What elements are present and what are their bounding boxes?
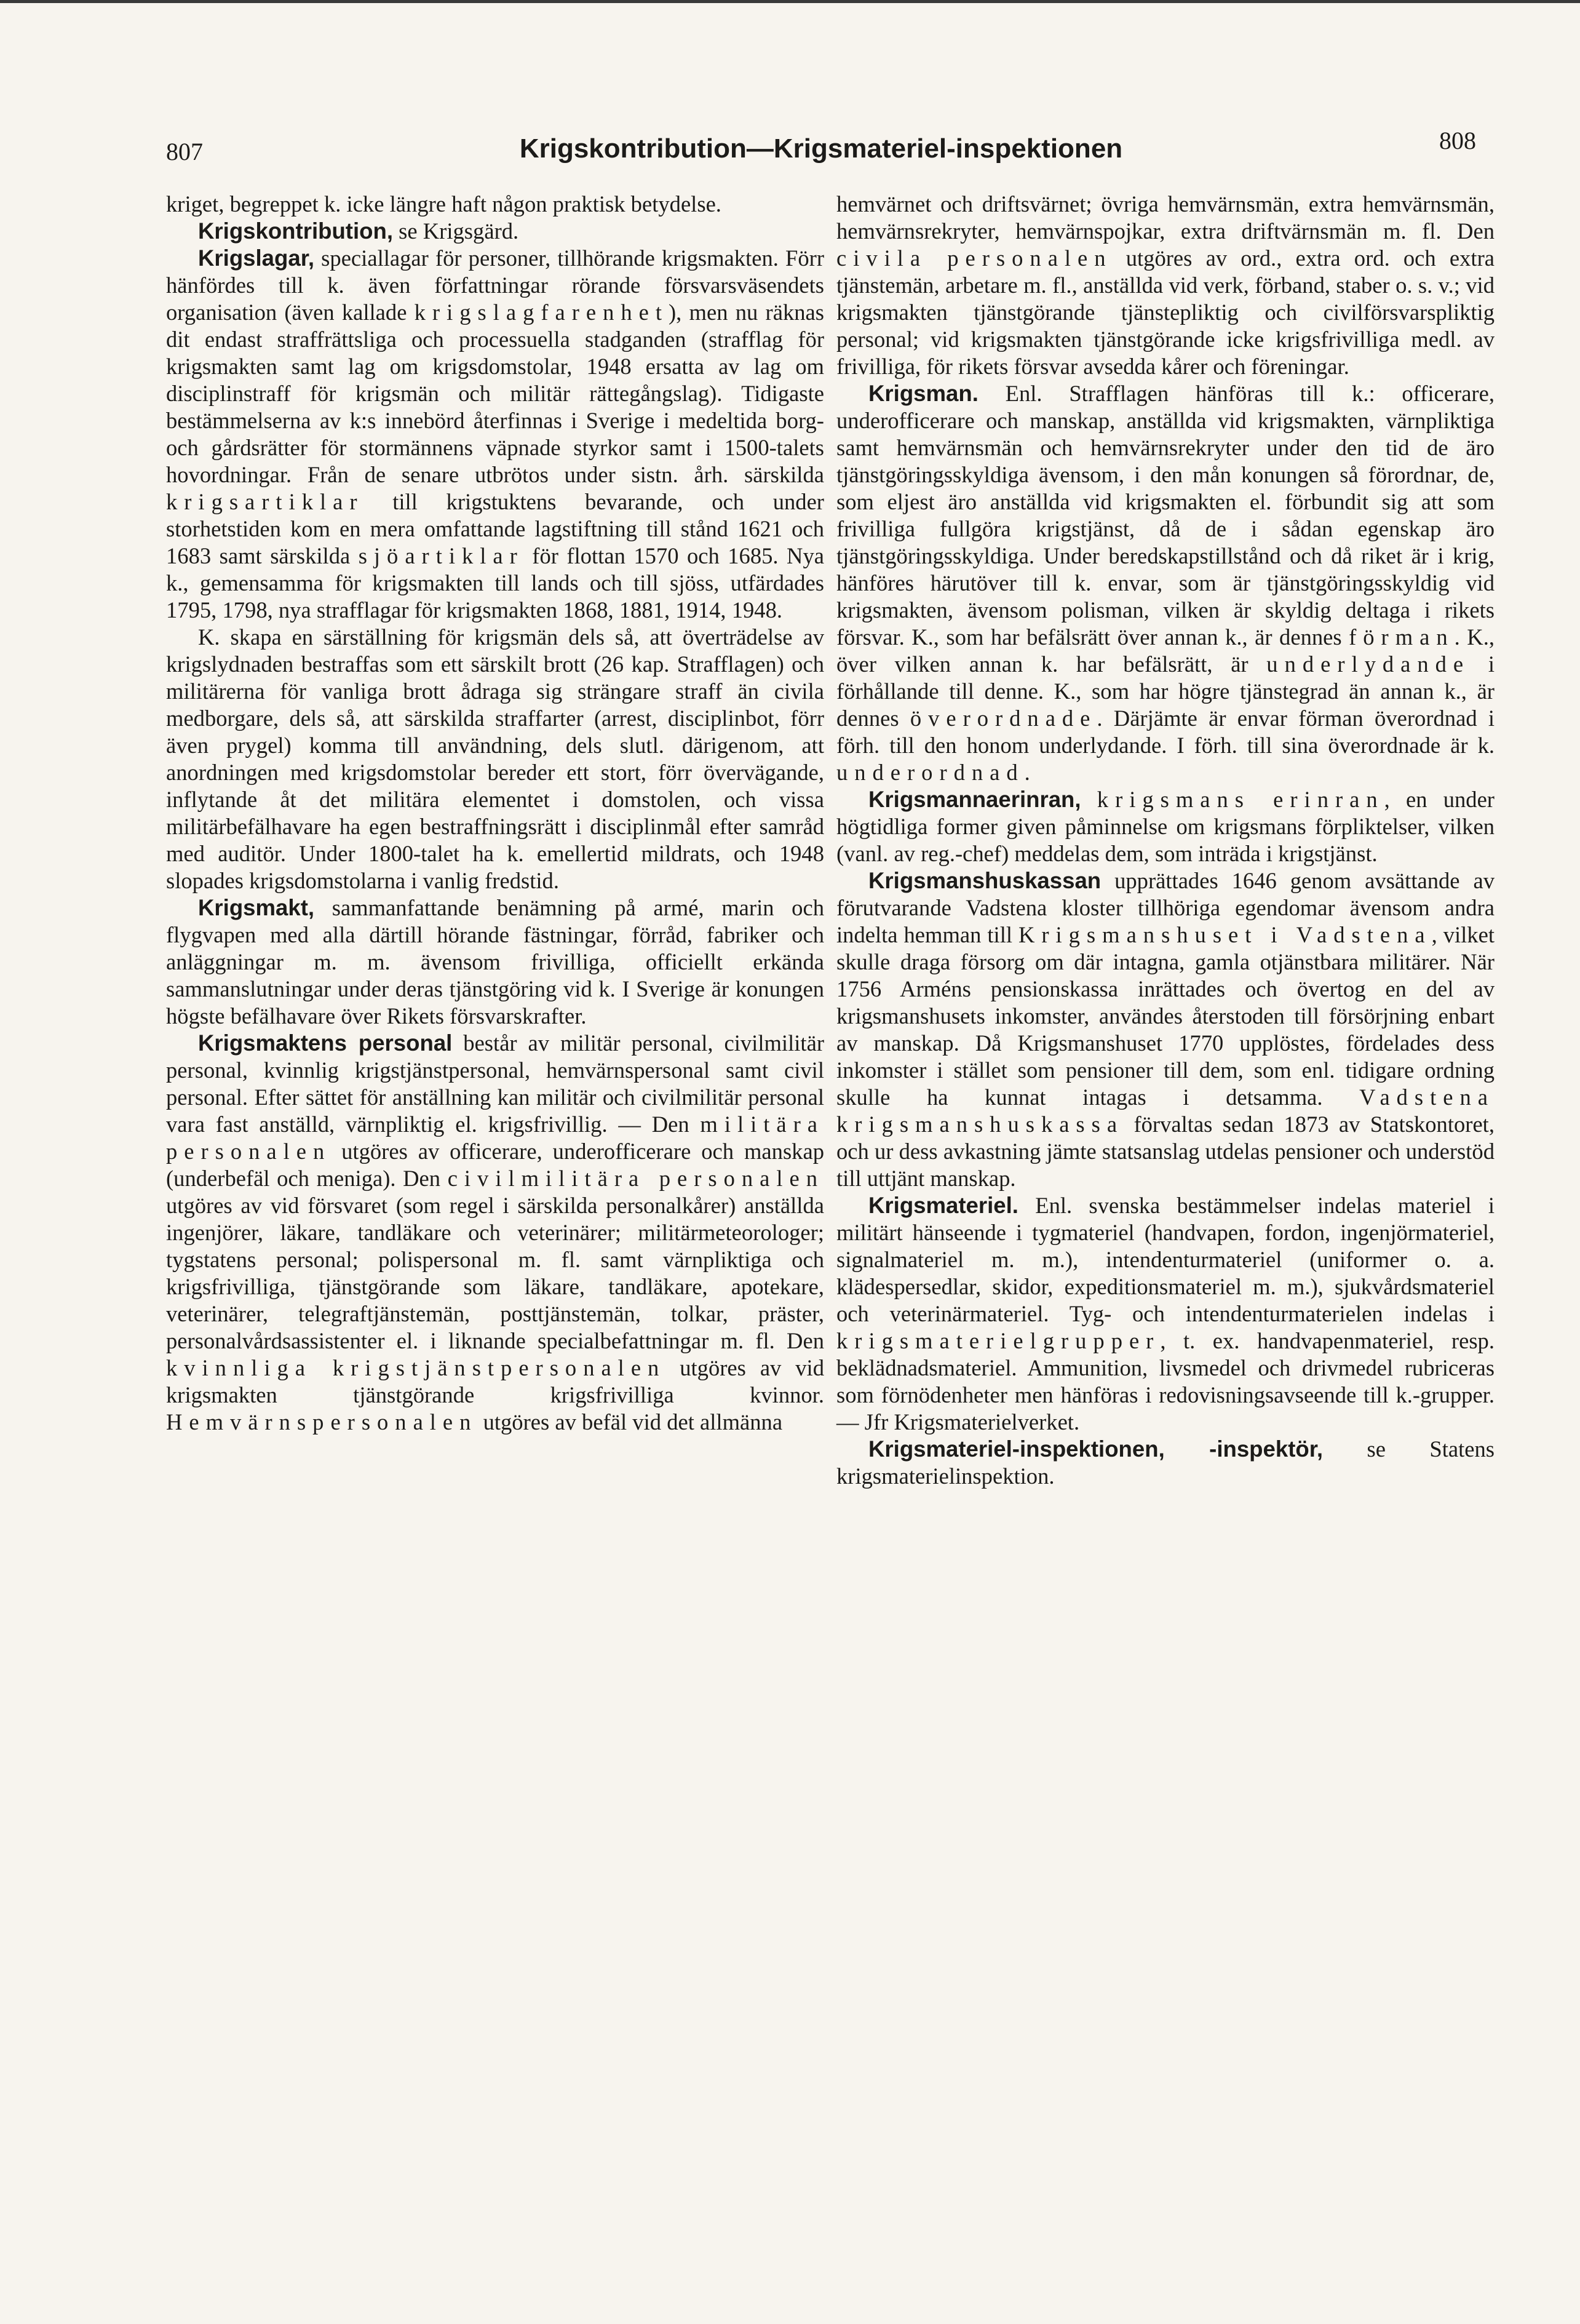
running-title: Krigskontribution—Krigsmateriel-inspektionen bbox=[519, 133, 1123, 164]
entry-text: hemvärnet och driftsvärnet; övriga hemvärnsmän, extra hemvärnsmän, hemvärnsrekryter, hemvärnspojkar, extra driftvärnsmän m. fl. Den bbox=[836, 191, 1495, 244]
spaced-term: underlydande bbox=[1266, 651, 1471, 677]
top-border bbox=[0, 0, 1580, 3]
entry-text: ), men nu räknas dit endast straffrättsliga och processuella stadganden (strafflag för krigsmakten samt lag om krigsdomstolar, 1948 ersatta av lag om disciplinstraff för krigsmän och militär rättegångslag). Tidigaste bestämmelserna av k:s innebörd återfinnas i Sverige i medeltida borg- och gårdsrätter för stormännens väpnade styrkor samt i 1500-talets hovordningar. Från de senare utbrötos under sistn. årh. särskilda bbox=[166, 300, 824, 487]
spaced-term: krigsmaterielgrupper bbox=[836, 1328, 1161, 1353]
page-header bbox=[166, 126, 1476, 169]
spaced-term: Vadstena krigsmanshuskassa bbox=[836, 1084, 1495, 1137]
entry-text: . K., över vilken annan k. har befälsrätt, är bbox=[836, 624, 1495, 677]
entry-text: till krigstuktens bevarande, och under storhetstiden kom en mera omfattande lagstiftning till stånd 1621 och 1683 samt särskilda bbox=[166, 489, 824, 568]
headword: Krigsmaktens personal bbox=[198, 1030, 453, 1056]
entry-text: se Statens krigsmaterielinspektion. bbox=[836, 1436, 1495, 1489]
headword: Krigsmateriel-inspektionen, -inspektör, bbox=[868, 1436, 1324, 1462]
entry-text: sammanfattande benämning på armé, marin och flygvapen med alla därtill hörande fästningar, förråd, fabriker och anläggningar m. m. ävensom frivilliga, officiellt erkända sammanslutningar under deras tjänstgöring vid k. I Sverige är konungen högste befälhavare över Rikets försvarskrafter. bbox=[166, 895, 824, 1029]
entry-text: förvaltas sedan 1873 av Statskontoret, och ur dess avkastning jämte statsanslag utdelas pensioner och understöd till uttjänt manskap. bbox=[836, 1112, 1495, 1191]
entry-krigskontribution bbox=[166, 218, 824, 245]
entry-text: upprättades 1646 genom avsättande av förutvarande Vadstena kloster tillhöriga egendomar ävensom andra indelta hemman till bbox=[836, 868, 1495, 947]
entry-krigsmannaerinran bbox=[836, 786, 1495, 867]
headword: Krigsman. bbox=[868, 381, 979, 406]
spaced-term: underordnad bbox=[836, 760, 1025, 785]
page-number-right: 808 bbox=[1439, 127, 1476, 154]
spaced-term: krigsmans erinran bbox=[1097, 787, 1384, 812]
entry-text: se Krigsgärd. bbox=[393, 218, 519, 244]
entry-text: , t. ex. handvapenmateriel, resp. beklädnadsmateriel. Ammunition, livsmedel och drivmedel rubriceras som förnödenheter men hänföras i redovisningsavseende till k.-grupper. — Jfr Krigsmaterielverket. bbox=[836, 1328, 1495, 1435]
continuation-paragraph bbox=[166, 191, 824, 218]
spaced-term: militära personalen bbox=[166, 1112, 824, 1164]
page-number-left: 807 bbox=[166, 138, 203, 165]
headword: Krigsmakt, bbox=[198, 895, 315, 920]
spaced-term: kvinnliga krigstjänstpersonalen bbox=[166, 1355, 666, 1380]
entry-text: kriget, begreppet k. icke längre haft någon praktisk betydelse. bbox=[166, 191, 721, 217]
entry-krigsmateriel-inspektionen bbox=[836, 1436, 1495, 1490]
spaced-term: överordnade bbox=[910, 706, 1097, 731]
spaced-term: Hemvärnspersonalen bbox=[166, 1409, 478, 1435]
headword: Krigsmanshuskassan bbox=[868, 868, 1102, 893]
entry-krigslagar bbox=[166, 245, 824, 624]
right-column bbox=[836, 191, 1495, 1490]
entry-text: utgöres av vid försvaret (som regel i särskilda personalkårer) anställda ingenjörer, läkare, tandläkare och veterinärer; militärmeteorologer; tygstatens personal; polispersonal m. fl. samt värnpliktiga och krigsfrivilliga, tjänstgörande som läkare, tandläkare, apotekare, veterinärer, telegraftjänstemän, posttjänstemän, tolkar, präster, personalvårdsassistenter el. i liknande specialbefattningar m. fl. Den bbox=[166, 1193, 824, 1353]
entry-text: utgöres av officerare, underofficerare och manskap (underbefäl och meniga). Den bbox=[166, 1139, 824, 1191]
spaced-term: Krigsmanshuset i Vadstena bbox=[1018, 922, 1432, 947]
entry-krigsmaktens-personal bbox=[166, 1030, 824, 1436]
spaced-term: krigsartiklar bbox=[166, 489, 364, 514]
spaced-term: krigslagfarenhet bbox=[414, 300, 669, 325]
entry-text: utgöres av ord., extra ord. och extra tjänstemän, arbetare m. fl., anställda vid verk, förband, staber o. s. v.; vid krigsmakten tjänstgörande tjänstepliktig och civilförsvarspliktig personal; vid krigsmakten tjänstgörande icke krigsfrivilliga medl. av frivilliga, för rikets försvar avsedda kårer och föreningar. bbox=[836, 245, 1495, 379]
headword: Krigsmannaerinran, bbox=[868, 787, 1081, 812]
spaced-term: civila personalen bbox=[836, 245, 1113, 271]
entry-text: består av militär personal, civilmilitär personal, kvinnlig krigstjänstpersonal, hemvärnspersonal samt civil personal. Efter sättet för anställning kan militär och civilmilitär personal vara fast anställd, värnpliktig el. krigsfrivillig. — Den bbox=[166, 1030, 824, 1137]
entry-text: Enl. Strafflagen hänföras till k.: officerare, underofficerare och manskap, anställda vid krigsmakten, värnpliktiga samt hemvärnsmän och hemvärnsrekryter under den tid de äro tjänstgöringsskyldiga ävensom, i den mån konungen så förordnar, de, som eljest äro anställda vid krigsmakten el. förbundit sig att som frivilliga fullgöra krigstjänst, då de i sådan egenskap äro tjänstgöringsskyldiga. Under beredskapstillstånd och då riket är i krig, hänföres härutöver till k. envar, som är tjänstgöringsskyldig vid krigsmakten, ävensom polisman, vilken är skyldig deltaga i rikets försvar. K., som har befälsrätt över annan k., är dennes bbox=[836, 381, 1495, 650]
entry-krigsman bbox=[836, 380, 1495, 786]
entry-krigsmanshuskassan bbox=[836, 867, 1495, 1192]
headword: Krigskontribution, bbox=[198, 218, 393, 244]
spaced-term: förman bbox=[1349, 624, 1455, 650]
continuation-paragraph bbox=[836, 191, 1495, 380]
headword: Krigslagar, bbox=[198, 245, 315, 271]
entry-text: speciallagar för personer, tillhörande krigsmakten. Förr hänfördes till k. även författningar rörande försvarsväsendets organisation (även kallade bbox=[166, 245, 824, 325]
entry-text: . Därjämte är envar förman överordnad i förh. till den honom underlydande. I förh. till sina överordnade är k. bbox=[836, 706, 1495, 758]
spaced-term: civilmilitära personalen bbox=[447, 1166, 825, 1191]
entry-text: , en under högtidliga former given påminnelse om krigsmans förpliktelser, vilken (vanl. av reg.-chef) meddelas dem, som inträda i krigstjänst. bbox=[836, 787, 1495, 866]
entry-text: . bbox=[1024, 760, 1030, 785]
entry-krigslagar-p2 bbox=[166, 624, 824, 894]
entry-text: , vilket skulle draga försorg om där intagna, gamla otjänstbara militärer. När 1756 Arméns pensionskassa inrättades och övertog en del av krigsmanshusets inkomster, användes återstoden till försörjning enbart av manskap. Då Krigsmanshuset 1770 upplöstes, fördelades dess inkomster i stället som pensioner till dem, som enl. tidigare ordning skulle ha kunnat intagas i detsamma. bbox=[836, 922, 1495, 1110]
headword: Krigsmateriel. bbox=[868, 1193, 1018, 1218]
entry-text: K. skapa en särställning för krigsmän dels så, att överträdelse av krigslydnaden bestraffas som ett särskilt brott (26 kap. Strafflagen) och militärerna för vanliga brott ådraga sig strängare straff än civila medborgare, dels så, att särskilda straffarter (arrest, disciplinbot, förr även prygel) komma till användning, dels slutl. därigenom, att anordningen med krigsdomstolar bereder ett stort, förr övervägande, inflytande åt det militära elementet i domstolen, och vissa militärbefälhavare ha egen bestraffningsrätt i disciplinmål efter samråd med auditör. Under 1800-talet ha k. emellertid mildrats, och 1948 slopades krigsdomstolarna i vanlig fredstid. bbox=[166, 624, 824, 893]
entry-text: för flottan 1570 och 1685. Nya k., gemensamma för krigsmakten till lands och till sjöss, utfärdades 1795, 1798, nya strafflagar för krigsmakten 1868, 1881, 1914, 1948. bbox=[166, 543, 824, 623]
entry-krigsmateriel bbox=[836, 1192, 1495, 1436]
entry-text: utgöres av vid krigsmakten tjänstgörande krigsfrivilliga kvinnor. bbox=[166, 1355, 824, 1407]
entry-text: utgöres av befäl vid det allmänna bbox=[477, 1409, 783, 1435]
left-column bbox=[166, 191, 824, 1436]
entry-text: i förhållande till denne. K., som har högre tjänstegrad än annan k., är dennes bbox=[836, 651, 1495, 731]
spaced-term: sjöartiklar bbox=[358, 543, 524, 568]
entry-text: Enl. svenska bestämmelser indelas materiel i militärt hänseende i tygmateriel (handvapen, fordon, ingenjörmateriel, signalmateriel m. m.), intendenturmateriel (uniformer o. a. klädespersedlar, skidor, expeditionsmateriel m. m.), sjukvårdsmateriel och veterinärmateriel. Tyg- och intendenturmaterielen indelas i bbox=[836, 1193, 1495, 1326]
entry-krigsmakt bbox=[166, 894, 824, 1030]
